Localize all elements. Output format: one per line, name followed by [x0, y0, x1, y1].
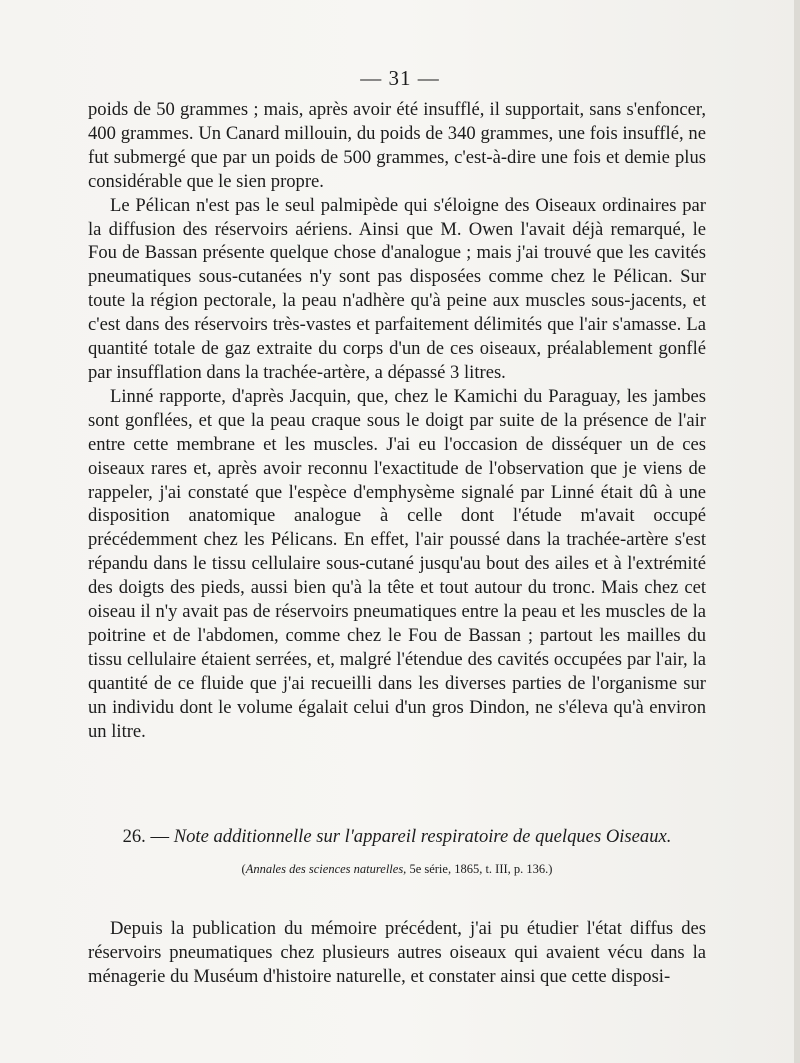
paragraph-1: poids de 50 grammes ; mais, après avoir été insufflé, il supportait, sans s'enfoncer, 400 grammes. Un Canard millouin, du poids de 340 grammes, une fois insufflé, ne fut submergé que par un poids de 500 grammes, c'est-à-dire une fois et demie plus considérable que le sien propre. [88, 99, 706, 192]
main-text [88, 98, 706, 743]
note-source [88, 862, 706, 877]
note-body [88, 917, 706, 989]
source-details: 5e série, 1865, t. III, p. 136.) [406, 862, 553, 876]
paragraph-2: Le Pélican n'est pas le seul palmipède qui s'éloigne des Oiseaux ordinaires par la diffusion des réservoirs aériens. Ainsi que M. Owen l'avait déjà remarqué, le Fou de Bassan présente quelque chose d'analogue ; mais j'ai trouvé que les cavités pneumatiques sous-cutanées n'y sont pas disposées comme chez le Pélican. Sur toute la région pectorale, la peau n'adhère qu'à peine aux muscles sous-jacents, et c'est dans des réservoirs très-vastes et parfaitement délimités que l'air s'amasse. La quantité totale de gaz extraite du corps d'un de ces oiseaux, préalablement gonflé par insufflation dans la trachée-artère, a dépassé 3 litres. [88, 194, 706, 383]
note-heading [88, 826, 706, 848]
note-number: 26. — [122, 826, 170, 847]
source-open: ( [241, 862, 246, 876]
source-journal: Annales des sciences naturelles, [245, 862, 407, 876]
note-paragraph: Depuis la publication du mémoire précédent, j'ai pu étudier l'état diffus des réservoirs pneumatiques chez plusieurs autres oiseaux qui avaient vécu dans la ménagerie du Muséum d'histoire naturelle, et constater ainsi que cette disposi- [88, 918, 706, 987]
page-number: — 31 — [360, 66, 440, 90]
note-title: Note additionnelle sur l'appareil respiratoire de quelques Oiseaux. [173, 826, 672, 847]
paragraph-3: Linné rapporte, d'après Jacquin, que, chez le Kamichi du Paraguay, les jambes sont gonflées, et que la peau craque sous le doigt par suite de la présence de l'air entre cette membrane et les muscles. J'ai eu l'occasion de disséquer un de ces oiseaux rares et, après avoir reconnu l'exactitude de l'observation que je viens de rappeler, j'ai constaté que l'espèce d'emphysème signalé par Linné était dû à une disposition anatomique analogue à celle dont l'étude m'avait occupé précédemment chez les Pélicans. En effet, l'air poussé dans la trachée-artère s'est répandu dans le tissu cellulaire sous-cutané jusqu'au bout des ailes et à l'extrémité des doigts des pieds, aussi bien qu'à la tête et tout autour du tronc. Mais chez cet oiseau il n'y avait pas de réservoirs pneumatiques entre la peau et les muscles de la poitrine et de l'abdomen, comme chez le Fou de Bassan ; partout les mailles du tissu cellulaire étaient serrées, et, malgré l'étendue des cavités occupées par l'air, la quantité de ce fluide que j'ai recueilli dans les diverses parties de l'organisme sur un individu dont le volume égalait celui d'un gros Dindon, ne s'éleva qu'à environ un litre. [88, 385, 706, 742]
